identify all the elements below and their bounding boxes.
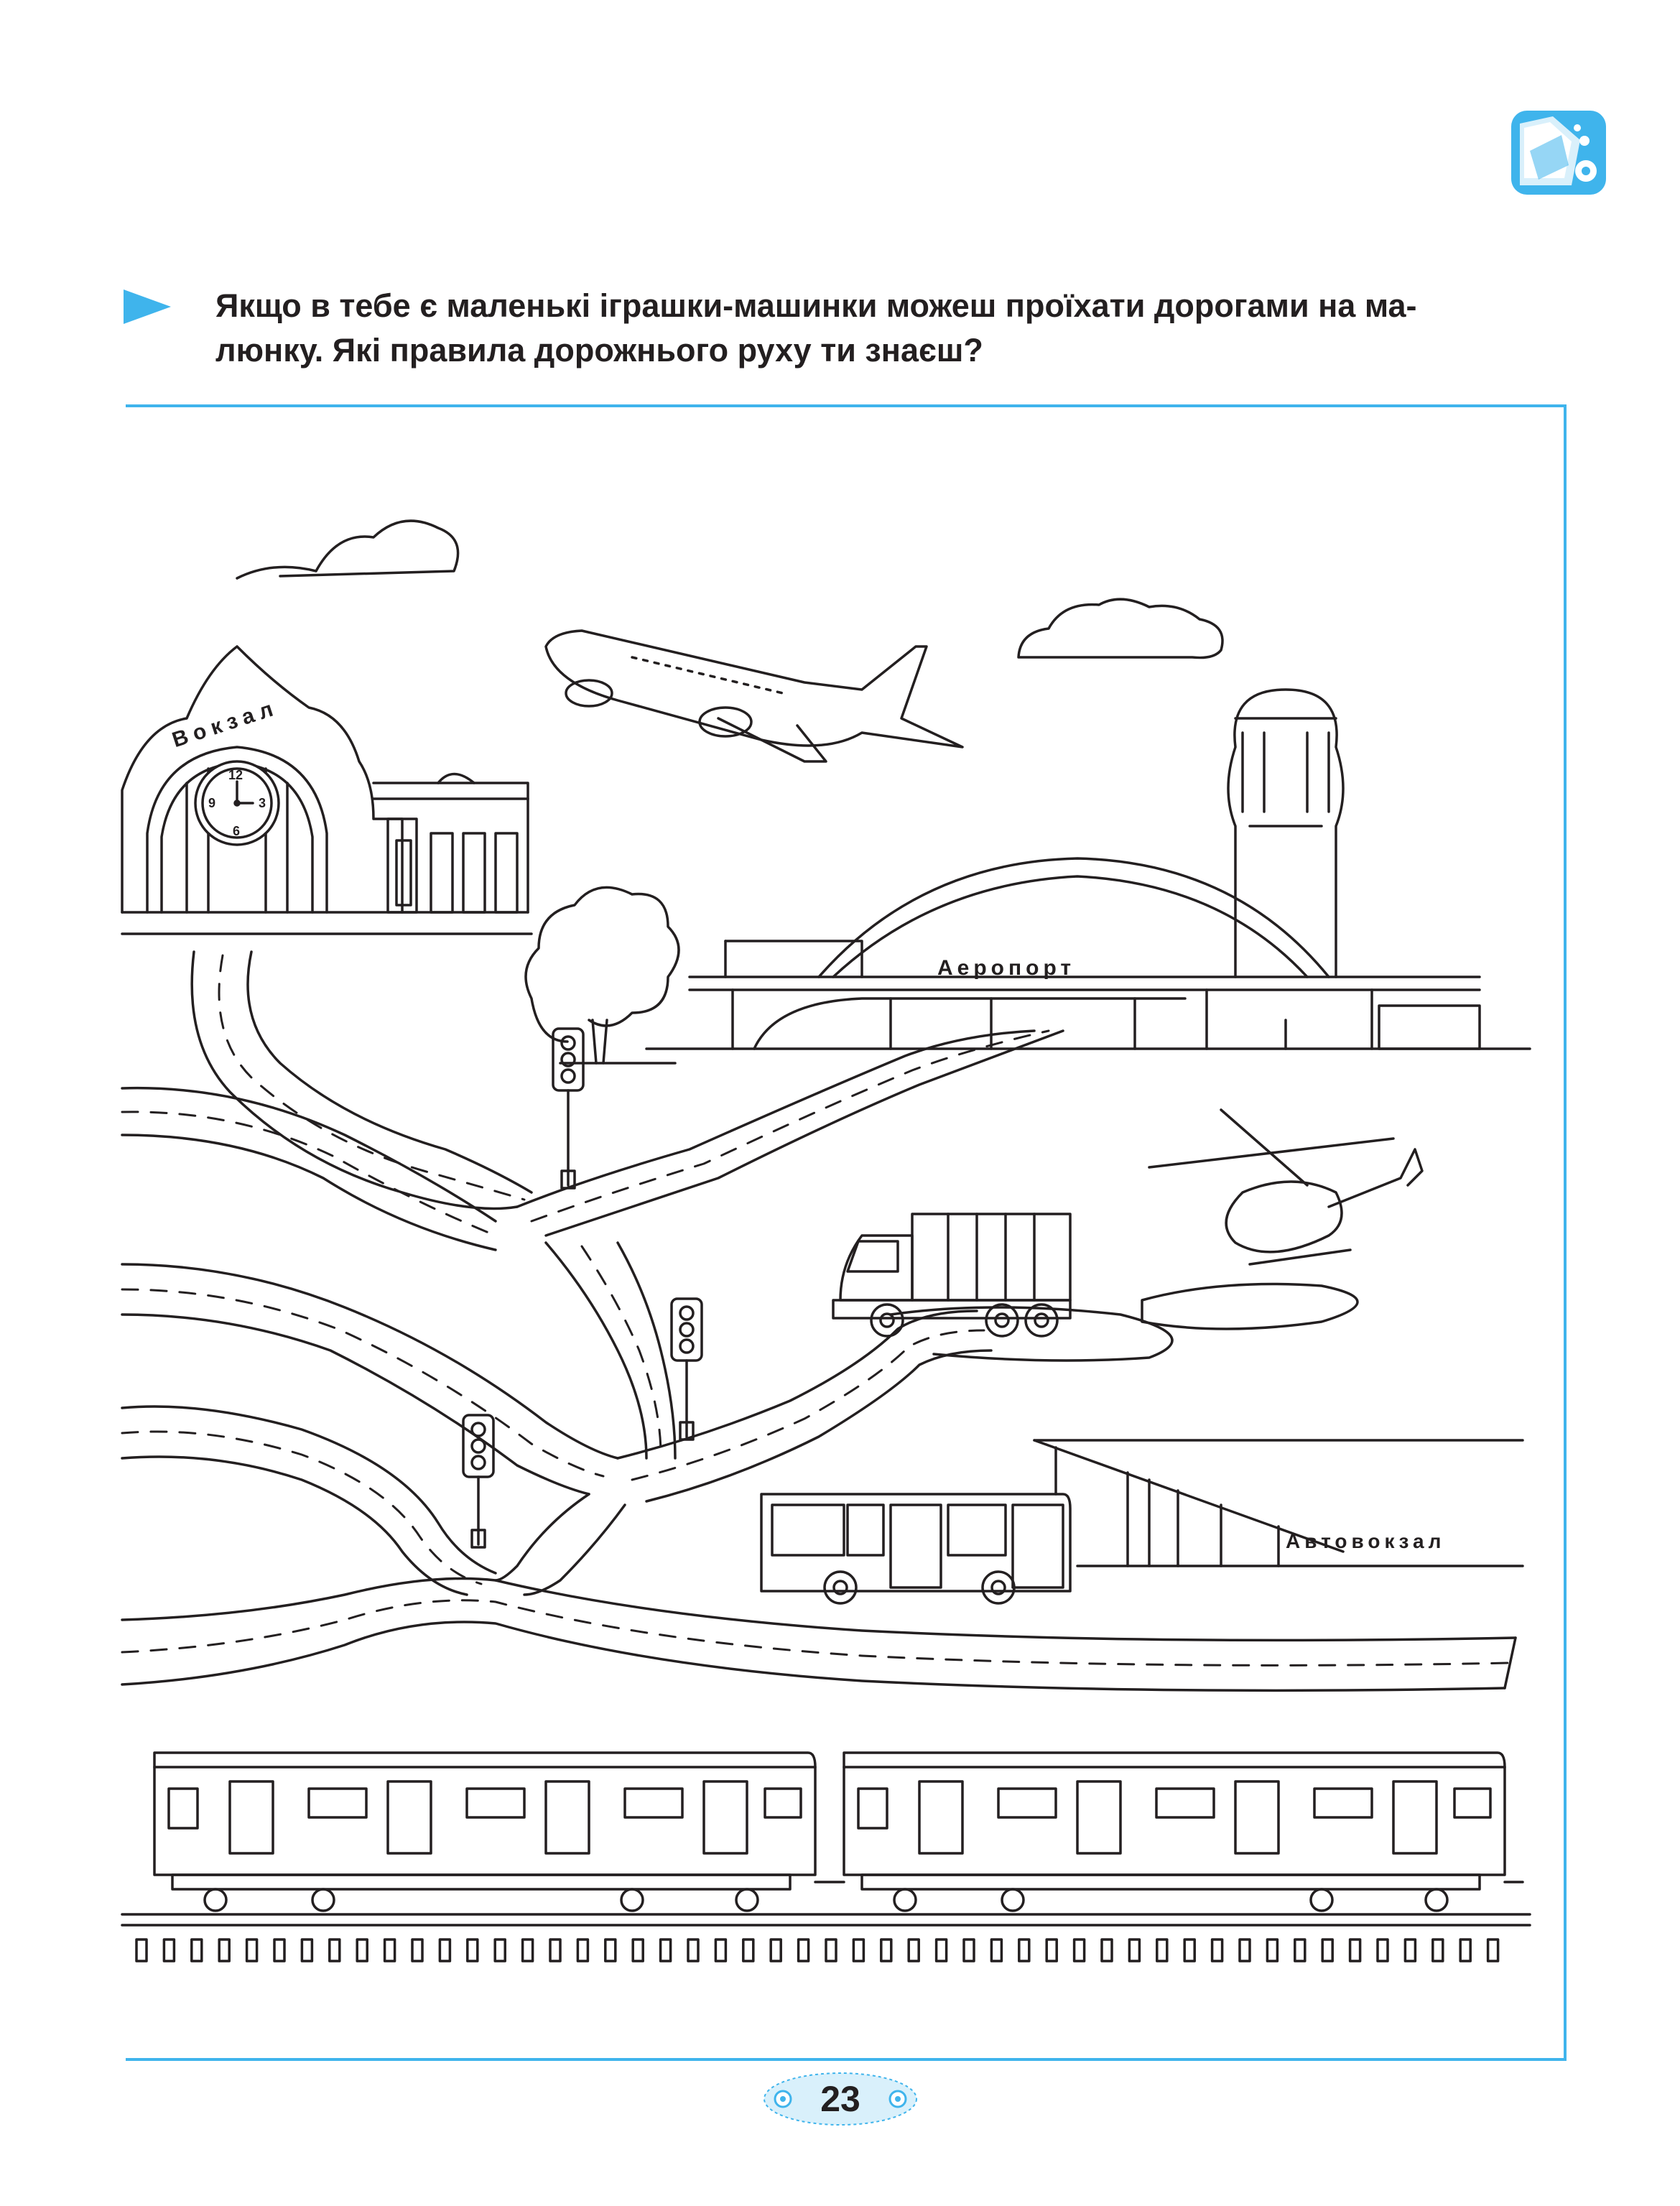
rail-sleeper — [1019, 1939, 1029, 1961]
rail-sleeper — [192, 1939, 202, 1961]
tree — [526, 887, 679, 1063]
rail-sleeper — [715, 1939, 725, 1961]
rail-sleeper — [577, 1939, 588, 1961]
rail-sleeper — [440, 1939, 450, 1961]
rail-sleeper — [523, 1939, 533, 1961]
traffic-light-1 — [553, 1029, 583, 1188]
rail-sleeper — [1157, 1939, 1167, 1961]
rail-sleeper — [743, 1939, 753, 1961]
rail-sleeper — [826, 1939, 836, 1961]
rail-track — [122, 1914, 1530, 1925]
rail-sleepers — [136, 1939, 1498, 1961]
truck — [833, 1214, 1070, 1336]
traffic-light-2 — [672, 1299, 702, 1440]
rail-sleeper — [1295, 1939, 1305, 1961]
clock-number-3: 3 — [259, 796, 266, 810]
rail-sleeper — [605, 1939, 616, 1961]
rail-sleeper — [274, 1939, 284, 1961]
rail-sleeper — [771, 1939, 781, 1961]
rail-sleeper — [964, 1939, 974, 1961]
bus-station-label: Автовокзал — [1286, 1530, 1446, 1552]
rail-sleeper — [991, 1939, 1001, 1961]
cloud-right — [1018, 599, 1222, 657]
rail-sleeper — [688, 1939, 698, 1961]
rail-sleeper — [1488, 1939, 1498, 1961]
cloud-top — [237, 521, 458, 578]
rail-sleeper — [661, 1939, 671, 1961]
rail-sleeper — [385, 1939, 395, 1961]
rail-sleeper — [247, 1939, 257, 1961]
clock-number-9: 9 — [208, 796, 216, 810]
clock-number-12: 12 — [228, 768, 243, 782]
rail-sleeper — [799, 1939, 809, 1961]
roads[interactable] — [122, 952, 1516, 1690]
clock-number-6: 6 — [233, 824, 241, 838]
rail-sleeper — [164, 1939, 174, 1961]
bus-station — [1034, 1440, 1523, 1566]
rail-sleeper — [909, 1939, 919, 1961]
rail-sleeper — [1267, 1939, 1277, 1961]
train — [154, 1753, 1523, 1911]
railway-station-label: Вокзал — [169, 695, 282, 753]
rail-sleeper — [550, 1939, 560, 1961]
rail-sleeper — [1433, 1939, 1443, 1961]
rail-sleeper — [1212, 1939, 1222, 1961]
rail-sleeper — [1350, 1939, 1360, 1961]
helicopter — [1142, 1110, 1422, 1329]
rail-sleeper — [1184, 1939, 1194, 1961]
rail-sleeper — [1046, 1939, 1057, 1961]
rail-sleeper — [330, 1939, 340, 1961]
rail-sleeper — [1378, 1939, 1388, 1961]
bus — [761, 1494, 1070, 1603]
airplane — [546, 631, 962, 761]
railway-station — [122, 646, 532, 934]
rail-sleeper — [1075, 1939, 1085, 1961]
rail-sleeper — [1460, 1939, 1470, 1961]
rail-sleeper — [1240, 1939, 1250, 1961]
rail-sleeper — [881, 1939, 891, 1961]
rail-sleeper — [357, 1939, 367, 1961]
rail-sleeper — [1405, 1939, 1415, 1961]
airport-label: Аеропорт — [937, 956, 1076, 980]
rail-sleeper — [495, 1939, 505, 1961]
page-number-badge — [761, 2070, 919, 2128]
traffic-light-3 — [463, 1415, 493, 1547]
rail-sleeper — [136, 1939, 147, 1961]
rail-sleeper — [937, 1939, 947, 1961]
rail-sleeper — [1322, 1939, 1332, 1961]
rail-sleeper — [853, 1939, 863, 1961]
rail-sleeper — [633, 1939, 643, 1961]
page-number: 23 — [820, 2079, 860, 2119]
rail-sleeper — [1102, 1939, 1112, 1961]
rail-sleeper — [412, 1939, 422, 1961]
rail-sleeper — [219, 1939, 229, 1961]
rail-sleeper — [1129, 1939, 1139, 1961]
task-text: Якщо в тебе є маленькі іграшки-машинки можеш проїхати дорогами на ма- люнку. Які правила дорожнього руху ти знаєш? — [215, 287, 1417, 369]
rail-sleeper — [302, 1939, 312, 1961]
rail-sleeper — [468, 1939, 478, 1961]
